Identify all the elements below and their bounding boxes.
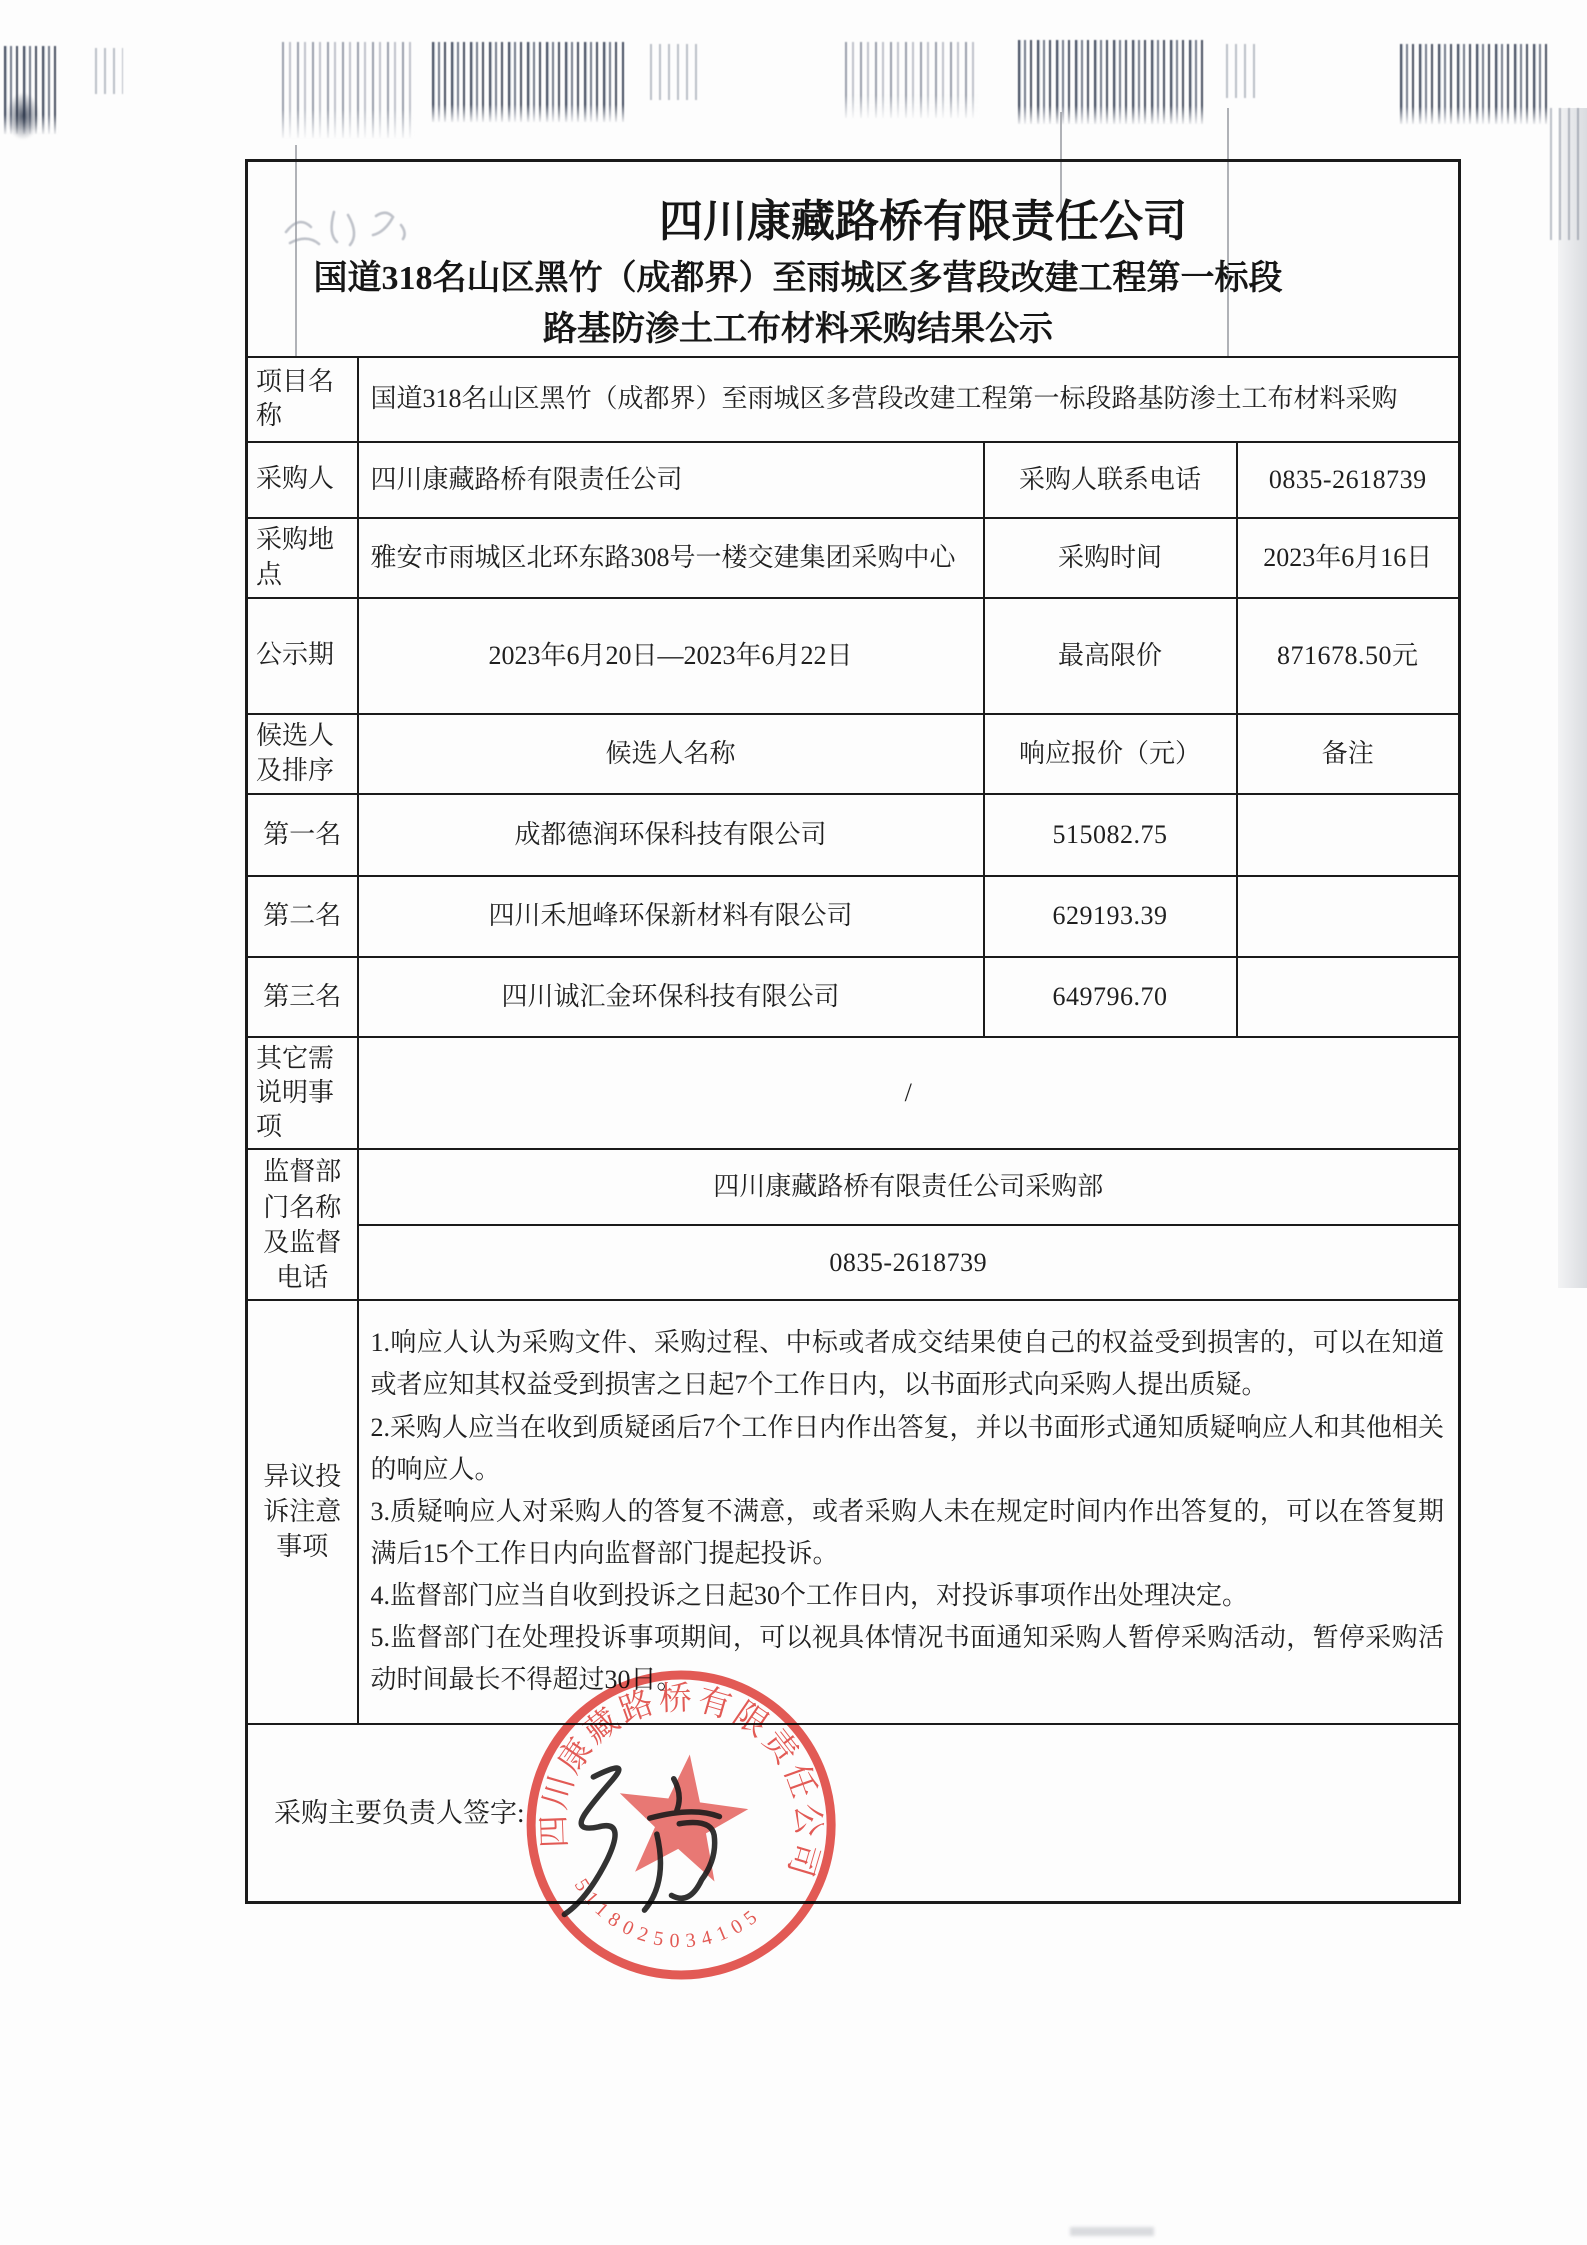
candidate-name: 四川诚汇金环保科技有限公司	[358, 957, 984, 1037]
supervisor-label: 监督部门名称及监督电话	[247, 1149, 358, 1299]
scan-streak	[1226, 44, 1260, 98]
objection-item: 5.监督部门在处理投诉事项期间，可以视具体情况书面通知采购人暂停采购活动，暂停采购活动时间最长不得超过30日。	[370, 1623, 1444, 1695]
max-price-label: 最高限价	[984, 598, 1237, 714]
title-project: 国道318名山区黑竹（成都界）至雨城区多营段改建工程第一标段	[313, 259, 1283, 297]
project-name-value: 国道318名山区黑竹（成都界）至雨城区多营段改建工程第一标段路基防渗土工布材料采购	[358, 357, 1460, 442]
document-title-block	[247, 161, 1460, 357]
project-name-label: 项目名称	[247, 357, 358, 442]
company-seal-stamp	[497, 1639, 865, 2013]
supervisor-phone: 0835-2618739	[358, 1225, 1460, 1300]
objection-items	[358, 1300, 1460, 1724]
publicity-period-value: 2023年6月20日—2023年6月22日	[358, 598, 984, 714]
candidate-note	[1237, 957, 1460, 1037]
location-label: 采购地点	[247, 518, 358, 598]
candidate-row	[247, 794, 1460, 876]
scan-streak	[650, 44, 698, 100]
candidates-note-header: 备注	[1237, 714, 1460, 794]
candidates-name-header: 候选人名称	[358, 714, 984, 794]
scan-streak	[845, 42, 979, 118]
objection-item: 3.质疑响应人对采购人的答复不满意，或者采购人未在规定时间内作出答复的，可以在答复期满后15个工作日内向监督部门提起投诉。	[370, 1496, 1444, 1568]
candidate-row	[247, 876, 1460, 957]
objection-label: 异议投诉注意事项	[247, 1300, 358, 1724]
scan-edge-shadow	[1558, 108, 1587, 1288]
purchaser-contact-label: 采购人联系电话	[984, 442, 1237, 518]
candidate-rank: 第一名	[247, 794, 358, 876]
objection-item: 1.响应人认为采购文件、采购过程、中标或者成交结果使自己的权益受到损害的，可以在知道或者应知其权益受到损害之日起7个工作日内，以书面形式向采购人提出质疑。	[370, 1328, 1444, 1400]
candidate-bid: 515082.75	[984, 794, 1237, 876]
procurement-result-table	[245, 159, 1461, 1904]
signature-label: 采购主要负责人签字:	[274, 1797, 525, 1828]
scan-blob	[6, 92, 40, 140]
supervisor-dept: 四川康藏路桥有限责任公司采购部	[358, 1149, 1460, 1224]
candidate-bid: 629193.39	[984, 876, 1237, 957]
scan-streak	[95, 48, 123, 94]
publicity-period-label: 公示期	[247, 598, 358, 714]
seal-serial-text: 5118025034105	[569, 1874, 767, 1953]
seal-company-text: 四川康藏路桥有限责任公司	[536, 1680, 826, 1884]
candidate-rank: 第二名	[247, 876, 358, 957]
candidate-name: 成都德润环保科技有限公司	[358, 794, 984, 876]
max-price-value: 871678.50元	[1237, 598, 1460, 714]
candidate-note	[1237, 794, 1460, 876]
candidate-row	[247, 957, 1460, 1037]
seal-star	[611, 1747, 754, 1885]
other-notes-value: /	[358, 1037, 1460, 1150]
purchase-time-label: 采购时间	[984, 518, 1237, 598]
title-company: 四川康藏路桥有限责任公司	[659, 197, 1187, 247]
location-value: 雅安市雨城区北环东路308号一楼交建集团采购中心	[358, 518, 984, 598]
candidates-bid-header: 响应报价（元）	[984, 714, 1237, 794]
candidate-note	[1237, 876, 1460, 957]
scan-streak	[432, 42, 624, 122]
objection-item: 2.采购人应当在收到质疑函后7个工作日内作出答复，并以书面形式通知质疑响应人和其他相关的响应人。	[370, 1412, 1444, 1484]
candidate-name: 四川禾旭峰环保新材料有限公司	[358, 876, 984, 957]
candidates-rank-header: 候选人及排序	[247, 714, 358, 794]
objection-item: 4.监督部门应当自收到投诉之日起30个工作日内，对投诉事项作出处理决定。	[370, 1580, 1249, 1610]
title-subject: 路基防渗土工布材料采购结果公示	[543, 311, 1053, 349]
purchaser-value: 四川康藏路桥有限责任公司	[358, 442, 984, 518]
purchase-time-value: 2023年6月16日	[1237, 518, 1460, 598]
scan-smudge	[1070, 2227, 1154, 2236]
purchaser-label: 采购人	[247, 442, 358, 518]
scan-streak	[1400, 44, 1552, 124]
other-notes-label: 其它需说明事项	[247, 1037, 358, 1150]
candidate-rank: 第三名	[247, 957, 358, 1037]
candidate-bid: 649796.70	[984, 957, 1237, 1037]
scan-streak	[1018, 40, 1204, 124]
purchaser-contact-value: 0835-2618739	[1237, 442, 1460, 518]
scan-streak	[282, 42, 414, 138]
